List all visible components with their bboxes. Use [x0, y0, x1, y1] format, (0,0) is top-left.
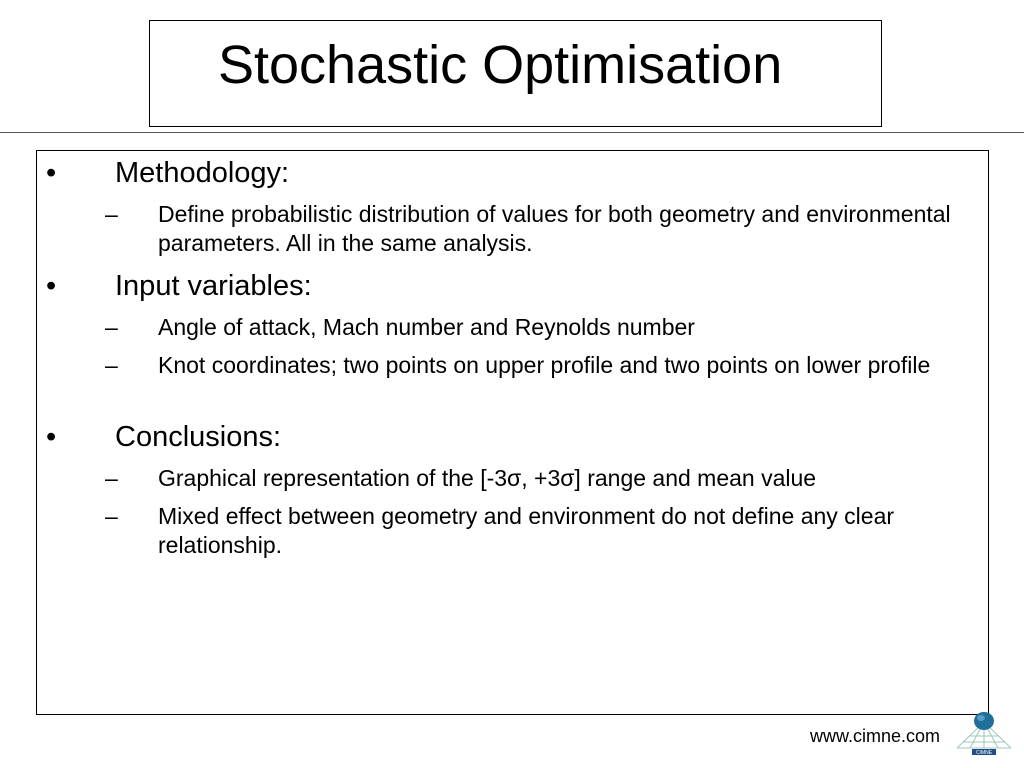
- bullet-input-variables: Input variables:: [115, 270, 312, 302]
- bullet-symbol: •: [46, 270, 57, 302]
- bullet-methodology: Methodology:: [115, 157, 290, 189]
- cimne-logo-icon: [955, 708, 1013, 756]
- logo-globe: [974, 712, 994, 730]
- sub-item-input-1: Angle of attack, Mach number and Reynolds number: [158, 314, 695, 340]
- sub-item-input-2: Knot coordinates; two points on upper profile and two points on lower profile: [158, 352, 931, 378]
- dash-symbol: –: [105, 314, 118, 340]
- bullet-conclusions: Conclusions:: [115, 421, 282, 453]
- footer-url: www.cimne.com: [810, 726, 941, 746]
- dash-symbol: –: [105, 201, 118, 227]
- dash-symbol: –: [105, 465, 118, 491]
- logo-text: CIMNE: [975, 750, 993, 756]
- bullet-symbol: •: [46, 421, 57, 453]
- dash-symbol: –: [105, 503, 118, 529]
- sub-item-conclusions-2: Mixed effect between geometry and environment do not define any clear relationship.: [158, 503, 895, 558]
- dash-symbol: –: [105, 352, 118, 378]
- sub-item-methodology-1: Define probabilistic distribution of values for both geometry and environmental parameters. All in the same analysis.: [158, 201, 951, 256]
- bullet-symbol: •: [46, 157, 57, 189]
- sub-item-conclusions-1: Graphical representation of the [-3σ, +3σ] range and mean value: [158, 465, 817, 491]
- title-divider: [0, 132, 1024, 133]
- slide-title: Stochastic Optimisation: [218, 35, 783, 95]
